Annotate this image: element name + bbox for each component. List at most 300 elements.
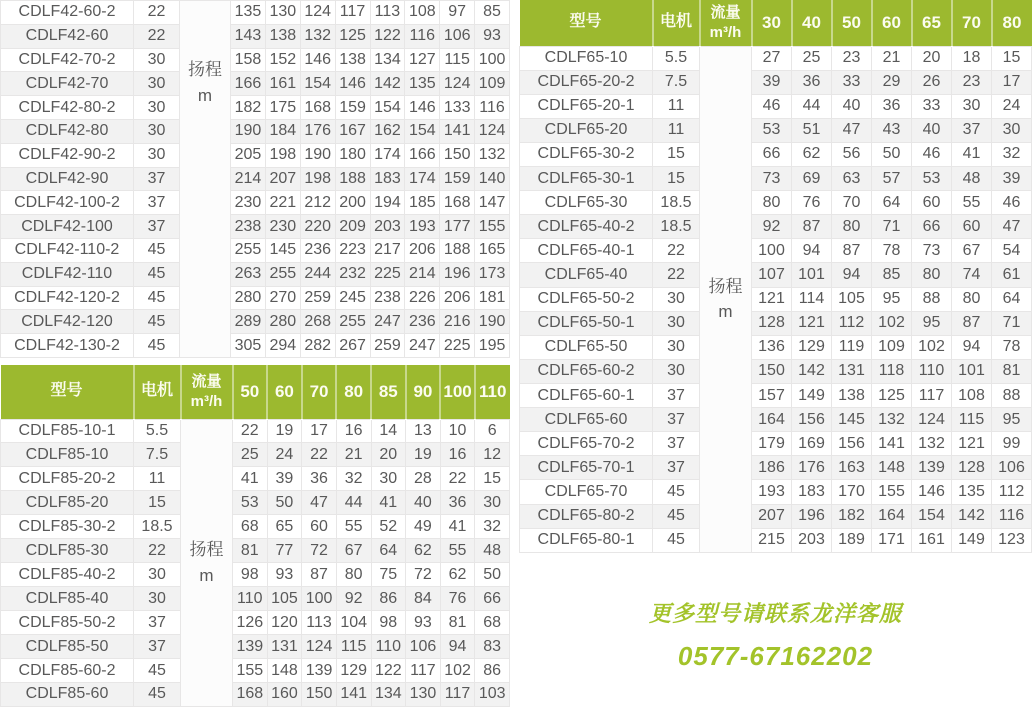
- model-cell: CDLF85-40: [1, 587, 134, 611]
- value-cell: 92: [752, 215, 792, 239]
- value-cell: 105: [832, 287, 872, 311]
- value-cell: 209: [335, 215, 370, 239]
- value-cell: 62: [440, 563, 475, 587]
- value-cell: 116: [405, 24, 440, 48]
- value-cell: 76: [440, 587, 475, 611]
- table-row: [1, 659, 510, 683]
- value-cell: 94: [952, 335, 992, 359]
- table-row: [1, 24, 510, 48]
- value-cell: 141: [336, 682, 371, 706]
- value-cell: 121: [952, 432, 992, 456]
- head-unit-cell: [700, 46, 752, 553]
- value-cell: 177: [440, 215, 475, 239]
- table-row: [1, 1, 510, 25]
- flow-label: 流量: [710, 4, 741, 22]
- table-row: [520, 432, 1032, 456]
- value-cell: 159: [335, 96, 370, 120]
- motor-cell: 15: [653, 167, 700, 191]
- model-cell: CDLF65-60: [520, 408, 653, 432]
- model-cell: CDLF65-70-1: [520, 456, 653, 480]
- value-cell: 161: [912, 528, 952, 552]
- value-cell: 188: [440, 238, 475, 262]
- value-cell: 176: [300, 119, 335, 143]
- model-cell: CDLF42-70-2: [1, 48, 134, 72]
- motor-cell: 30: [134, 587, 181, 611]
- value-cell: 85: [475, 1, 510, 25]
- value-cell: 122: [371, 659, 406, 683]
- value-cell: 124: [475, 119, 510, 143]
- value-cell: 190: [231, 119, 266, 143]
- value-cell: 226: [405, 286, 440, 310]
- value-cell: 22: [302, 443, 337, 467]
- motor-cell: 45: [653, 480, 700, 504]
- value-cell: 146: [335, 72, 370, 96]
- value-cell: 150: [752, 359, 792, 383]
- value-cell: 185: [405, 191, 440, 215]
- value-cell: 21: [336, 443, 371, 467]
- value-cell: 40: [406, 491, 441, 515]
- table-row: [1, 72, 510, 96]
- col-header-flow-value: 100: [440, 365, 475, 419]
- table-row: [1, 48, 510, 72]
- value-cell: 65: [267, 515, 302, 539]
- model-cell: CDLF65-50: [520, 335, 653, 359]
- table-row: [520, 70, 1032, 94]
- value-cell: 100: [475, 48, 510, 72]
- col-header-flow-unit: [181, 365, 233, 419]
- value-cell: 33: [832, 70, 872, 94]
- value-cell: 16: [336, 419, 371, 443]
- head-unit-line1: 扬程: [189, 540, 224, 560]
- col-header-flow-value: 50: [832, 0, 872, 46]
- value-cell: 128: [952, 456, 992, 480]
- motor-cell: 45: [134, 262, 180, 286]
- value-cell: 36: [792, 70, 832, 94]
- value-cell: 186: [752, 456, 792, 480]
- value-cell: 190: [300, 143, 335, 167]
- value-cell: 238: [370, 286, 405, 310]
- col-header-flow-value: 85: [371, 365, 406, 419]
- motor-cell: 45: [134, 238, 180, 262]
- value-cell: 81: [992, 359, 1032, 383]
- model-cell: CDLF42-80-2: [1, 96, 134, 120]
- value-cell: 198: [265, 143, 300, 167]
- value-cell: 206: [405, 238, 440, 262]
- motor-cell: 22: [134, 539, 181, 563]
- value-cell: 78: [872, 239, 912, 263]
- model-cell: CDLF85-50-2: [1, 611, 134, 635]
- model-cell: CDLF42-70: [1, 72, 134, 96]
- value-cell: 247: [405, 334, 440, 358]
- flow-label: 流量: [191, 373, 222, 391]
- value-cell: 152: [265, 48, 300, 72]
- value-cell: 180: [335, 143, 370, 167]
- value-cell: 140: [475, 167, 510, 191]
- table-row: [1, 491, 510, 515]
- value-cell: 270: [265, 286, 300, 310]
- value-cell: 139: [912, 456, 952, 480]
- value-cell: 132: [475, 143, 510, 167]
- value-cell: 30: [992, 118, 1032, 142]
- value-cell: 184: [265, 119, 300, 143]
- value-cell: 20: [371, 443, 406, 467]
- value-cell: 182: [231, 96, 266, 120]
- value-cell: 127: [405, 48, 440, 72]
- value-cell: 95: [872, 287, 912, 311]
- value-cell: 225: [440, 334, 475, 358]
- value-cell: 36: [440, 491, 475, 515]
- table-row: [520, 263, 1032, 287]
- col-header-flow-unit: [700, 0, 752, 46]
- flow-unit-label: m³/h: [190, 392, 223, 410]
- motor-cell: 30: [653, 311, 700, 335]
- value-cell: 200: [335, 191, 370, 215]
- value-cell: 135: [231, 1, 266, 25]
- value-cell: 22: [440, 467, 475, 491]
- value-cell: 125: [872, 384, 912, 408]
- value-cell: 72: [302, 539, 337, 563]
- motor-cell: 37: [134, 167, 180, 191]
- value-cell: 232: [335, 262, 370, 286]
- model-cell: CDLF65-60-2: [520, 359, 653, 383]
- value-cell: 120: [267, 611, 302, 635]
- motor-cell: 30: [134, 143, 180, 167]
- value-cell: 46: [992, 191, 1032, 215]
- value-cell: 139: [233, 635, 268, 659]
- value-cell: 113: [370, 1, 405, 25]
- value-cell: 130: [265, 1, 300, 25]
- value-cell: 41: [371, 491, 406, 515]
- value-cell: 161: [265, 72, 300, 96]
- table-row: [1, 143, 510, 167]
- table-row: [520, 46, 1032, 70]
- model-cell: CDLF42-100-2: [1, 191, 134, 215]
- value-cell: 155: [233, 659, 268, 683]
- value-cell: 55: [440, 539, 475, 563]
- value-cell: 193: [405, 215, 440, 239]
- head-unit-line2: m: [718, 302, 733, 322]
- value-cell: 125: [335, 24, 370, 48]
- value-cell: 108: [405, 1, 440, 25]
- value-cell: 100: [302, 587, 337, 611]
- value-cell: 150: [440, 143, 475, 167]
- value-cell: 50: [475, 563, 510, 587]
- model-cell: CDLF42-100: [1, 215, 134, 239]
- value-cell: 164: [752, 408, 792, 432]
- header-row: [520, 0, 1032, 46]
- value-cell: 25: [233, 443, 268, 467]
- value-cell: 68: [475, 611, 510, 635]
- motor-cell: 30: [134, 48, 180, 72]
- value-cell: 110: [912, 359, 952, 383]
- value-cell: 115: [952, 408, 992, 432]
- value-cell: 73: [912, 239, 952, 263]
- head-unit-line1: 扬程: [708, 276, 743, 296]
- value-cell: 16: [440, 443, 475, 467]
- motor-cell: 45: [134, 334, 180, 358]
- table-row: [520, 94, 1032, 118]
- col-header-motor: 电机: [653, 0, 700, 46]
- value-cell: 305: [231, 334, 266, 358]
- value-cell: 255: [231, 238, 266, 262]
- value-cell: 216: [440, 310, 475, 334]
- value-cell: 170: [832, 480, 872, 504]
- value-cell: 282: [300, 334, 335, 358]
- motor-cell: 45: [653, 528, 700, 552]
- value-cell: 71: [872, 215, 912, 239]
- motor-cell: 30: [134, 96, 180, 120]
- value-cell: 81: [440, 611, 475, 635]
- value-cell: 154: [370, 96, 405, 120]
- value-cell: 244: [300, 262, 335, 286]
- value-cell: 52: [371, 515, 406, 539]
- value-cell: 94: [440, 635, 475, 659]
- value-cell: 236: [405, 310, 440, 334]
- table-row: [520, 456, 1032, 480]
- value-cell: 117: [440, 682, 475, 706]
- model-cell: CDLF85-60: [1, 682, 134, 706]
- value-cell: 103: [475, 682, 510, 706]
- value-cell: 263: [231, 262, 266, 286]
- value-cell: 30: [371, 467, 406, 491]
- value-cell: 30: [475, 491, 510, 515]
- value-cell: 169: [792, 432, 832, 456]
- value-cell: 148: [872, 456, 912, 480]
- motor-cell: 7.5: [134, 443, 181, 467]
- table-row: [520, 311, 1032, 335]
- value-cell: 107: [752, 263, 792, 287]
- value-cell: 44: [336, 491, 371, 515]
- model-cell: CDLF65-40: [520, 263, 653, 287]
- value-cell: 174: [370, 143, 405, 167]
- value-cell: 225: [370, 262, 405, 286]
- motor-cell: 22: [653, 239, 700, 263]
- table-row: [1, 119, 510, 143]
- value-cell: 80: [752, 191, 792, 215]
- value-cell: 145: [832, 408, 872, 432]
- value-cell: 116: [475, 96, 510, 120]
- table-row: [1, 167, 510, 191]
- value-cell: 154: [912, 504, 952, 528]
- table-row: [1, 467, 510, 491]
- flow-unit-label: m³/h: [709, 23, 742, 41]
- model-cell: CDLF42-110: [1, 262, 134, 286]
- head-unit-line2: m: [197, 85, 213, 105]
- value-cell: 22: [233, 419, 268, 443]
- motor-cell: 45: [134, 682, 181, 706]
- value-cell: 129: [792, 335, 832, 359]
- col-header-flow-value: 65: [912, 0, 952, 46]
- value-cell: 124: [440, 72, 475, 96]
- value-cell: 195: [475, 334, 510, 358]
- value-cell: 294: [265, 334, 300, 358]
- value-cell: 60: [952, 215, 992, 239]
- value-cell: 203: [792, 528, 832, 552]
- value-cell: 156: [832, 432, 872, 456]
- col-header-model: 型号: [1, 365, 134, 419]
- value-cell: 64: [872, 191, 912, 215]
- model-cell: CDLF42-120-2: [1, 286, 134, 310]
- motor-cell: 37: [653, 384, 700, 408]
- head-unit-line2: m: [199, 565, 214, 585]
- value-cell: 155: [475, 215, 510, 239]
- value-cell: 10: [440, 419, 475, 443]
- motor-cell: 37: [653, 456, 700, 480]
- value-cell: 150: [302, 682, 337, 706]
- model-cell: CDLF42-60: [1, 24, 134, 48]
- value-cell: 131: [832, 359, 872, 383]
- value-cell: 289: [231, 310, 266, 334]
- value-cell: 24: [992, 94, 1032, 118]
- value-cell: 109: [475, 72, 510, 96]
- table-row: [1, 611, 510, 635]
- header-row: [1, 365, 510, 419]
- value-cell: 98: [233, 563, 268, 587]
- value-cell: 206: [440, 286, 475, 310]
- value-cell: 108: [952, 384, 992, 408]
- value-cell: 230: [265, 215, 300, 239]
- table-row: [1, 563, 510, 587]
- motor-cell: 45: [134, 286, 180, 310]
- value-cell: 136: [752, 335, 792, 359]
- model-cell: CDLF65-20-1: [520, 94, 653, 118]
- value-cell: 53: [912, 167, 952, 191]
- model-cell: CDLF42-80: [1, 119, 134, 143]
- value-cell: 162: [370, 119, 405, 143]
- model-cell: CDLF85-30: [1, 539, 134, 563]
- value-cell: 115: [336, 635, 371, 659]
- value-cell: 48: [952, 167, 992, 191]
- model-cell: CDLF42-90: [1, 167, 134, 191]
- model-cell: CDLF65-80-2: [520, 504, 653, 528]
- value-cell: 30: [952, 94, 992, 118]
- value-cell: 46: [752, 94, 792, 118]
- table-row: [1, 419, 510, 443]
- value-cell: 66: [912, 215, 952, 239]
- motor-cell: 15: [134, 491, 181, 515]
- value-cell: 70: [832, 191, 872, 215]
- value-cell: 126: [233, 611, 268, 635]
- col-header-flow-value: 60: [872, 0, 912, 46]
- value-cell: 245: [335, 286, 370, 310]
- value-cell: 13: [406, 419, 441, 443]
- value-cell: 60: [912, 191, 952, 215]
- motor-cell: 37: [653, 408, 700, 432]
- value-cell: 36: [302, 467, 337, 491]
- value-cell: 142: [792, 359, 832, 383]
- value-cell: 138: [265, 24, 300, 48]
- model-cell: CDLF85-20: [1, 491, 134, 515]
- value-cell: 88: [992, 384, 1032, 408]
- motor-cell: 45: [653, 504, 700, 528]
- motor-cell: 37: [134, 635, 181, 659]
- value-cell: 39: [992, 167, 1032, 191]
- table-row: [1, 96, 510, 120]
- col-header-flow-value: 30: [752, 0, 792, 46]
- value-cell: 105: [267, 587, 302, 611]
- motor-cell: 7.5: [653, 70, 700, 94]
- contact-phone: 0577-67162202: [677, 641, 874, 671]
- motor-cell: 11: [134, 467, 181, 491]
- value-cell: 32: [475, 515, 510, 539]
- value-cell: 53: [752, 118, 792, 142]
- value-cell: 230: [231, 191, 266, 215]
- value-cell: 12: [475, 443, 510, 467]
- motor-cell: 18.5: [653, 191, 700, 215]
- model-cell: CDLF65-50-1: [520, 311, 653, 335]
- value-cell: 183: [370, 167, 405, 191]
- value-cell: 220: [300, 215, 335, 239]
- value-cell: 123: [992, 528, 1032, 552]
- value-cell: 106: [406, 635, 441, 659]
- value-cell: 124: [300, 1, 335, 25]
- value-cell: 17: [302, 419, 337, 443]
- table-row: [1, 238, 510, 262]
- value-cell: 29: [872, 70, 912, 94]
- table-row: [520, 384, 1032, 408]
- value-cell: 128: [752, 311, 792, 335]
- value-cell: 134: [371, 682, 406, 706]
- col-header-flow-value: 70: [952, 0, 992, 46]
- value-cell: 132: [300, 24, 335, 48]
- value-cell: 20: [912, 46, 952, 70]
- table-row: [520, 167, 1032, 191]
- motor-cell: 11: [653, 118, 700, 142]
- model-cell: CDLF65-30-2: [520, 142, 653, 166]
- value-cell: 98: [371, 611, 406, 635]
- value-cell: 62: [792, 142, 832, 166]
- value-cell: 19: [406, 443, 441, 467]
- value-cell: 95: [992, 408, 1032, 432]
- table-row: [520, 528, 1032, 552]
- value-cell: 122: [370, 24, 405, 48]
- value-cell: 41: [233, 467, 268, 491]
- table-row: [520, 359, 1032, 383]
- value-cell: 41: [952, 142, 992, 166]
- value-cell: 47: [832, 118, 872, 142]
- value-cell: 207: [265, 167, 300, 191]
- value-cell: 121: [752, 287, 792, 311]
- value-cell: 112: [992, 480, 1032, 504]
- value-cell: 214: [405, 262, 440, 286]
- value-cell: 69: [792, 167, 832, 191]
- value-cell: 95: [912, 311, 952, 335]
- value-cell: 67: [952, 239, 992, 263]
- model-cell: CDLF65-70: [520, 480, 653, 504]
- model-cell: CDLF65-40-1: [520, 239, 653, 263]
- head-unit-cell: [180, 1, 231, 358]
- value-cell: 102: [440, 659, 475, 683]
- value-cell: 142: [370, 72, 405, 96]
- value-cell: 255: [335, 310, 370, 334]
- value-cell: 54: [992, 239, 1032, 263]
- value-cell: 168: [300, 96, 335, 120]
- value-cell: 160: [267, 682, 302, 706]
- value-cell: 268: [300, 310, 335, 334]
- value-cell: 121: [792, 311, 832, 335]
- model-cell: CDLF65-40-2: [520, 215, 653, 239]
- value-cell: 18: [952, 46, 992, 70]
- motor-cell: 30: [134, 72, 180, 96]
- motor-cell: 37: [134, 215, 180, 239]
- value-cell: 179: [752, 432, 792, 456]
- value-cell: 33: [912, 94, 952, 118]
- value-cell: 80: [336, 563, 371, 587]
- value-cell: 183: [792, 480, 832, 504]
- cdlf42-table: [0, 0, 510, 358]
- value-cell: 138: [832, 384, 872, 408]
- motor-cell: 5.5: [134, 419, 181, 443]
